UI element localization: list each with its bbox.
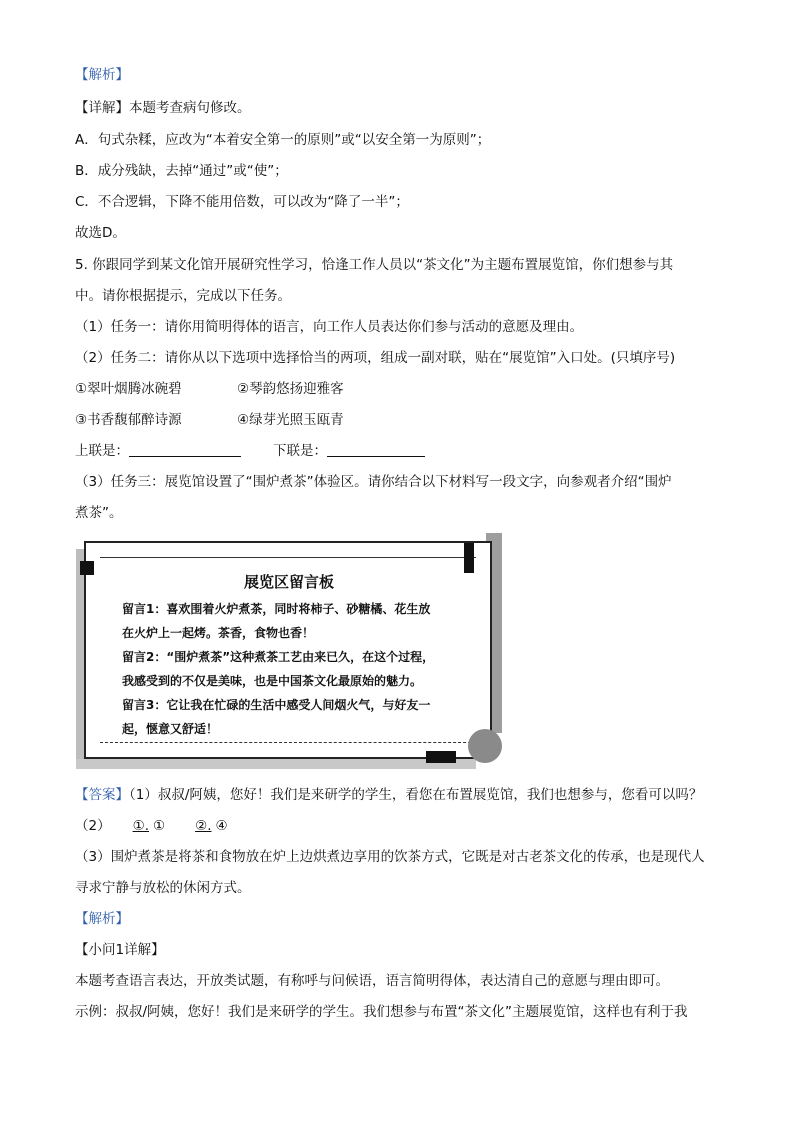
board-msg1-line2: 在火炉上一起烤。茶香，食物也香！ [122, 626, 315, 640]
q5-task1: （1）任务一：请你用简明得体的语言，向工作人员表达你们参与活动的意愿及理由。 [75, 319, 584, 335]
option-row-2 [75, 410, 344, 430]
upper-label: 上联是： [75, 443, 129, 459]
option-b-analysis: B．成分残缺，去掉“通过”或“使”； [75, 163, 288, 179]
option-a-analysis: A．句式杂糅，应改为“本着安全第一的原则”或“以安全第一为原则”； [75, 132, 491, 148]
option-c-analysis: C．不合逻辑，下降不能用倍数，可以改为“降了一半”； [75, 194, 409, 210]
analysis2-label: 【解析】 [75, 911, 129, 927]
answer-line2 [75, 816, 228, 836]
couplet-blanks [75, 441, 425, 461]
q5-stem-line1: 5. 你跟同学到某文化馆开展研究性学习，恰逢工作人员以“茶文化”为主题布置展览馆，你们想参与其 [75, 257, 674, 273]
answer-choice: 故选D。 [75, 225, 126, 241]
detail-line [75, 98, 251, 118]
option-1: ①翠叶烟腾冰碗碧 [75, 381, 182, 397]
analysis2-line1: 本题考查语言表达，开放类试题，有称呼与问候语，语言简明得体，表达清自己的意愿与理由即可。 [75, 973, 669, 989]
lower-blank [327, 442, 425, 457]
answer-2-val2: ④ [215, 818, 228, 834]
answer-3-line2: 寻求宁静与放松的休闲方式。 [75, 880, 251, 896]
board-msg2-line1: 留言2：“围炉煮茶”这种煮茶工艺由来已久，在这个过程， [122, 650, 435, 664]
board-msg3-line2: 起，惬意又舒适！ [122, 722, 219, 736]
option-2: ②琴韵悠扬迎雅客 [237, 381, 344, 397]
pin-block [464, 543, 474, 573]
answer-label: 【答案】 [75, 787, 129, 803]
q5-task2: （2）任务二：请你从以下选项中选择恰当的两项，组成一副对联，贴在“展览馆”入口处。(只填序号) [75, 350, 676, 366]
board-msg1-line1: 留言1：喜欢围着火炉煮茶，同时将柿子、砂糖橘、花生放 [122, 602, 431, 616]
q5-task3-line2: 煮茶”。 [75, 505, 123, 521]
q5-stem-line2: 中。请你根据提示，完成以下任务。 [75, 288, 291, 304]
decor-circle [468, 729, 502, 763]
answer-1: （1）叔叔/阿姨，您好！我们是来研学的学生，看您在布置展览馆，我们也想参与，您看可以吗？ [129, 787, 703, 803]
board-msg3-line1: 留言3：它让我在忙碌的生活中感受人间烟火气，与好友一 [122, 698, 431, 712]
answer-line1 [75, 785, 702, 805]
subquestion-label: 【小问1详解】 [75, 942, 165, 958]
answer-3-line1: （3）围炉煮茶是将茶和食物放在炉上边烘煮边享用的饮茶方式，它既是对古老茶文化的传承，也是现代人 [75, 849, 705, 865]
option-4: ④绿芽光照玉瓯青 [237, 412, 344, 428]
answer-2-prefix: （2） [75, 818, 111, 834]
option-3: ③书香馥郁醉诗源 [75, 412, 182, 428]
answer-2-num2: ②. [195, 818, 212, 834]
analysis2-line2: 示例：叔叔/阿姨，您好！我们是来研学的学生。我们想参与布置“茶文化”主题展览馆，这样也有利于我 [75, 1004, 688, 1020]
pin-block [426, 751, 456, 763]
board-msg2-line2: 我感受到的不仅是美味，也是中国茶文化最原始的魅力。 [122, 674, 423, 688]
answer-2-num1: ①. [132, 818, 149, 834]
answer-2-val1: ① [153, 818, 166, 834]
detail-text: 本题考查病句修改。 [129, 100, 251, 116]
option-row-1 [75, 379, 344, 399]
detail-label: 【详解】 [75, 100, 129, 116]
message-board-image [76, 533, 502, 769]
q5-task3-line1: （3）任务三：展览馆设置了“围炉煮茶”体验区。请你结合以下材料写一段文字，向参观者介绍“围炉 [75, 474, 672, 490]
lower-label: 下联是： [273, 443, 327, 459]
board-title: 展览区留言板 [243, 573, 334, 591]
upper-blank [129, 442, 241, 457]
analysis-label: 【解析】 [75, 67, 129, 83]
